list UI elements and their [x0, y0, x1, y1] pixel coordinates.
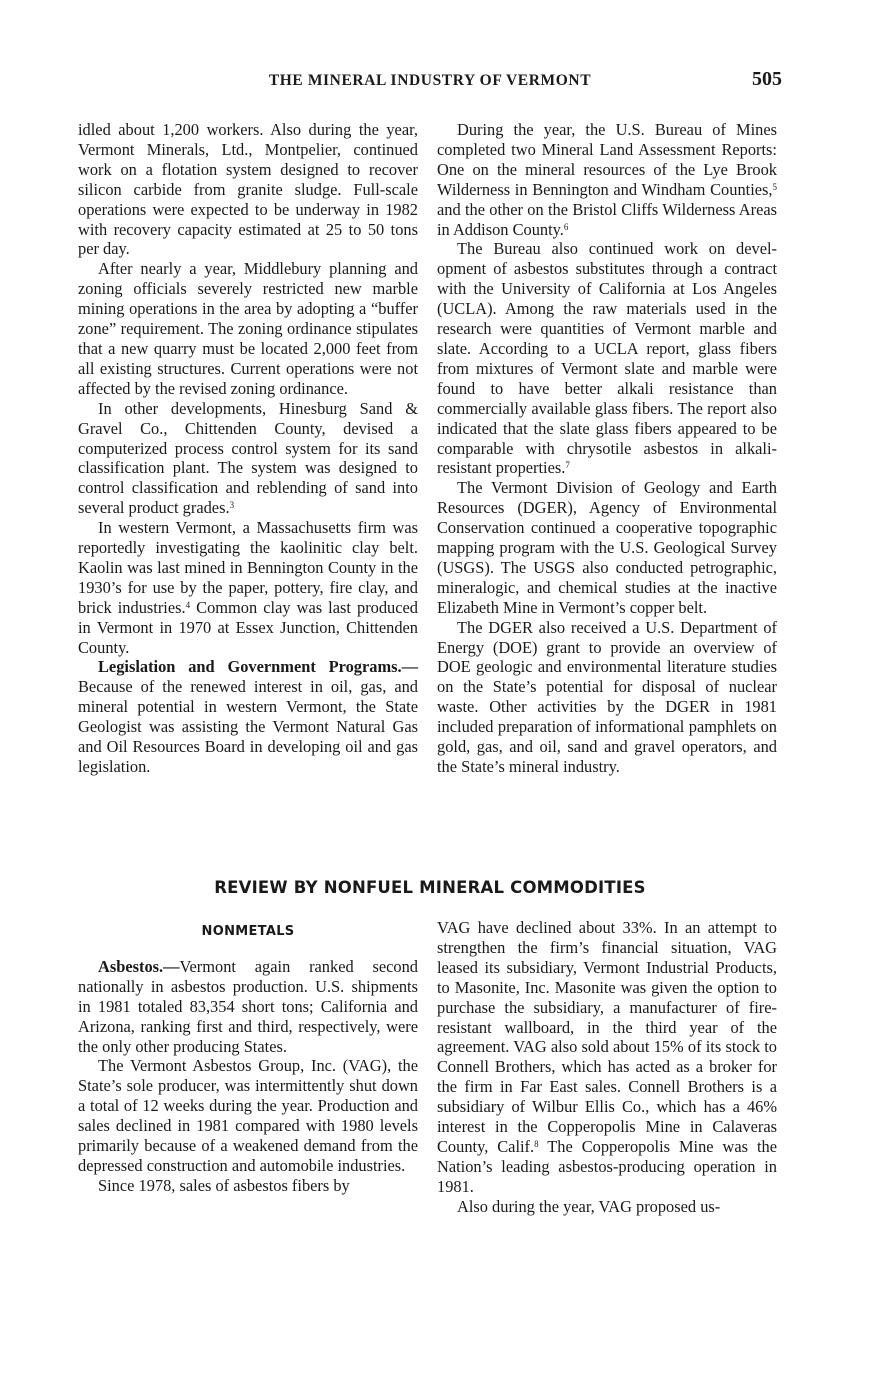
run-in-heading: Asbestos.— [98, 956, 180, 976]
paragraph-text: In western Vermont, a Massachusetts firm was reportedly investigating the kaolinitic clay belt. Kaolin was last mined in Bennington County in the 1930’s for use by the paper, pottery, fire clay, and brick industries. [78, 518, 418, 617]
paragraph-text: The Copperopolis Mine was the Nation’s leading asbestos-producing operation in 1981. [437, 1136, 777, 1196]
column-bottom-right [437, 918, 777, 1217]
running-title: THE MINERAL INDUSTRY OF VERMONT [268, 72, 592, 89]
footnote-reference: 6 [563, 221, 569, 232]
paragraph: Since 1978, sales of asbestos fibers by [98, 1175, 350, 1195]
footnote-reference: 7 [565, 460, 570, 471]
paragraph-text: Vermont again ranked second nationally in asbestos production. U.S. shipments in 1981 totaled 83,354 short tons; California and Arizona, ranking first and third, respectively, were the only other producing States. [78, 956, 418, 1056]
column-top-left [78, 120, 418, 777]
paragraph-text: and the other on the Bristol Cliffs Wilderness Areas in Addison County. [437, 199, 777, 239]
paragraph [78, 657, 418, 776]
column-top-right [437, 120, 777, 777]
section-heading: REVIEW BY NONFUEL MINERAL COMMODITIES [214, 878, 646, 897]
footnote-reference: 4 [185, 599, 191, 610]
footnote-reference: 8 [534, 1138, 539, 1149]
paragraph [78, 399, 418, 518]
paragraph: Also during the year, VAG proposed us- [457, 1196, 721, 1216]
paragraph: idled about 1,200 workers. Also during the year, Vermont Minerals, Ltd., Montpelier, continued work on a flotation system designed to recover silicon carbide from granite sludge. Full-scale operations were expected to be underway in 1982 with recovery capacity estimated at 25 to 50 tons per day. [78, 120, 418, 259]
paragraph-text: Common clay was last produced in Vermont in 1970 at Essex Junction, Chittenden County. [78, 597, 418, 657]
paragraph-text: VAG have declined about 33%. In an attempt to strengthen the firm’s financial situation, VAG leased its subsidiary, Vermont Industrial Products, to Masonite, Inc. Masonite was given the option to purchase the subsidiary, a manufacturer of fire-resistant wallboard, in the third year of the agreement. VAG also sold about 15% of its stock to Connell Brothers, which has acted as a broker for the firm in Far East sales. Connell Brothers is a subsidiary of Wilbur Ellis Co., which has a 46% interest in the Copperopolis Mine in Calaveras County, Calif. [437, 918, 777, 1156]
paragraph: After nearly a year, Middlebury planning and zoning officials severely restricted new marble mining operations in the area by adopting a “buffer zone” requirement. The zoning ordinance stipulates that a new quarry must be located 2,000 feet from all existing structures. Current operations were not affected by the revised zoning ordinance. [78, 259, 418, 398]
subsection-heading: NONMETALS [201, 924, 295, 939]
paragraph [437, 239, 777, 478]
paragraph-text: In other developments, Hinesburg Sand & Gravel Co., Chittenden County, devised a computerized process control system for its sand classification plant. The system was designed to control classification and reblending of sand into several product grades. [78, 398, 418, 518]
paragraph: The DGER also received a U.S. Department of Energy (DOE) grant to provide an overview of DOE geologic and environmental literature studies on the State’s potential for disposal of nuclear waste. Other activities by the DGER in 1981 included preparation of informational pamphlets on gold, gas, and oil, sand and gravel operators, and the State’s mineral industry. [437, 617, 777, 776]
paragraph [78, 957, 418, 1057]
paragraph: The Vermont Asbestos Group, Inc. (VAG), the State’s sole producer, was intermittently shut down a total of 12 weeks during the year. Production and sales declined in 1981 compared with 1980 levels primarily because of a weakened demand from the depressed construction and automobile industries. [78, 1056, 418, 1175]
paragraph [78, 518, 418, 657]
page-number: 505 [752, 68, 782, 90]
paragraph: The Vermont Division of Geology and Earth Resources (DGER), Agency of Environmental Conservation continued a cooperative topographic mapping program with the U.S. Geological Survey (USGS). The USGS also conducted petrographic, mineralogic, and chemical studies at the inactive Elizabeth Mine in Vermont’s copper belt. [437, 478, 777, 617]
paragraph [437, 120, 777, 239]
footnote-reference: 3 [229, 500, 235, 511]
paragraph-text: Because of the renewed interest in oil, gas, and mineral potential in western Vermont, the State Geologist was assisting the Vermont Natural Gas and Oil Resources Board in developing oil and gas legislation. [78, 677, 418, 776]
paragraph-text: During the year, the U.S. Bureau of Mines completed two Mineral Land Assessment Reports: One on the mineral resources of the Lye Brook Wilderness in Bennington and Windham Counties, [437, 120, 777, 199]
running-header [78, 68, 782, 96]
footnote-reference: 5 [772, 181, 777, 192]
run-in-heading: Legislation and Government Programs.— [98, 657, 418, 677]
paragraph-text: The Bureau also continued work on development of asbestos substitutes through a contract with the University of California at Los Angeles (UCLA). Among the raw materials used in the research were quantities of Vermont marble and slate. According to a UCLA report, glass fibers from mixtures of Vermont slate and marble were found to have better alkali resistance than commercially available glass fibers. The report also indicated that the slate glass fibers appeared to be comparable with chrysotile asbestos in alkali-resistant properties. [437, 239, 777, 478]
column-bottom-left [78, 922, 418, 1196]
paragraph [437, 918, 777, 1197]
